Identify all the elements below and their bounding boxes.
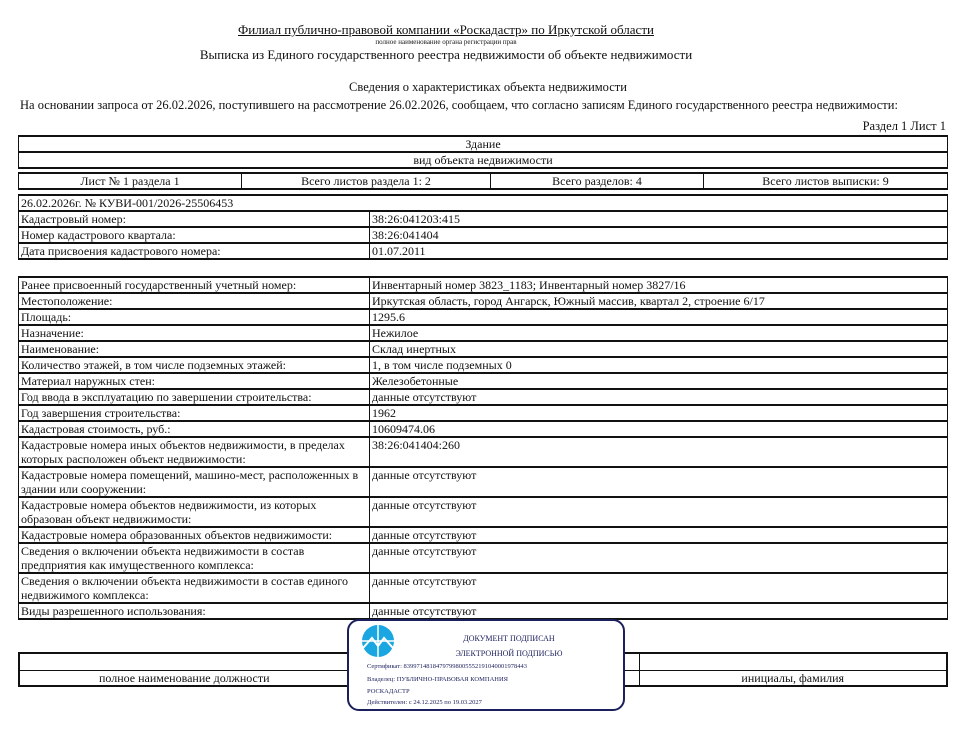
row-label: Кадастровые номера иных объектов недвижимости, в пределах которых расположен объект недвижимости: [19, 437, 370, 467]
intro-text: На основании запроса от 26.02.2026, поступившего на рассмотрение 26.02.2026, сообщаем, что согласно записям Единого государственного реестра недвижимости: [20, 98, 898, 112]
row-value: Железобетонные [370, 373, 948, 389]
sheets-table [18, 172, 948, 190]
row-value: данные отсутствуют [370, 467, 948, 497]
row-value: 38:26:041404:260 [370, 437, 948, 467]
row-value: 38:26:041404 [370, 227, 948, 243]
row-value: 10609474.06 [370, 421, 948, 437]
organization-name: Филиал публично-правовой компании «Роскадастр» по Иркутской области [238, 22, 654, 37]
table-row [19, 467, 948, 497]
stamp-validity: Действителен: с 24.12.2025 по 19.03.2027 [367, 699, 482, 706]
properties-table [18, 276, 948, 620]
table-row [19, 227, 948, 243]
name-caption: инициалы, фамилия [639, 671, 947, 687]
document-id: 26.02.2026г. № КУВИ-001/2026-25506453 [19, 195, 948, 211]
row-value: данные отсутствуют [370, 603, 948, 619]
row-label: Номер кадастрового квартала: [19, 227, 370, 243]
row-label: Назначение: [19, 325, 370, 341]
row-label: Материал наружных стен: [19, 373, 370, 389]
row-value: данные отсутствуют [370, 543, 948, 573]
table-row [19, 527, 948, 543]
row-value: 1295.6 [370, 309, 948, 325]
row-value: Инвентарный номер 3823_1183; Инвентарный номер 3827/16 [370, 277, 948, 293]
identifiers-table [18, 194, 948, 260]
row-value: данные отсутствуют [370, 573, 948, 603]
sheet-number: Лист № 1 раздела 1 [19, 173, 242, 189]
stamp-title: ДОКУМЕНТ ПОДПИСАН [463, 634, 555, 643]
table-row [19, 373, 948, 389]
table-row [19, 421, 948, 437]
section-sheets-total: Всего листов раздела 1: 2 [242, 173, 491, 189]
row-label: Кадастровые номера объектов недвижимости, из которых образован объект недвижимости: [19, 497, 370, 527]
table-row [19, 357, 948, 373]
row-value: Нежилое [370, 325, 948, 341]
row-value: данные отсутствуют [370, 497, 948, 527]
row-label: Кадастровый номер: [19, 211, 370, 227]
electronic-signature-stamp [347, 619, 625, 711]
table-row [19, 497, 948, 527]
row-label: Кадастровая стоимость, руб.: [19, 421, 370, 437]
table-row [19, 277, 948, 293]
table-row [19, 603, 948, 619]
object-type: Здание [19, 136, 948, 152]
row-label: Количество этажей, в том числе подземных этажей: [19, 357, 370, 373]
row-label: Виды разрешенного использования: [19, 603, 370, 619]
position-caption: полное наименование должности [19, 671, 349, 687]
row-label: Ранее присвоенный государственный учетный номер: [19, 277, 370, 293]
row-value: Иркутская область, город Ангарск, Южный массив, квартал 2, строение 6/17 [370, 293, 948, 309]
row-label: Местоположение: [19, 293, 370, 309]
table-row [19, 309, 948, 325]
stamp-certificate: Сертификат: 839971481847979980055521910400019784​43 [367, 663, 528, 670]
row-label: Кадастровые номера помещений, машино-мест, расположенных в здании или сооружении: [19, 467, 370, 497]
table-row [19, 573, 948, 603]
table-row [19, 293, 948, 309]
table-row [19, 543, 948, 573]
table-row [19, 341, 948, 357]
row-value: 38:26:041203:415 [370, 211, 948, 227]
object-type-table [18, 135, 948, 169]
row-value: Склад инертных [370, 341, 948, 357]
row-value: 1, в том числе подземных 0 [370, 357, 948, 373]
position-field [19, 653, 349, 671]
table-row [19, 389, 948, 405]
name-field [639, 653, 947, 671]
object-type-caption: вид объекта недвижимости [19, 152, 948, 168]
stamp-subtitle: ЭЛЕКТРОННОЙ ПОДПИСЬЮ [455, 649, 563, 658]
stamp-owner: Владелец: ПУБЛИЧНО-ПРАВОВАЯ КОМПАНИЯ [367, 676, 508, 683]
document-title: Выписка из Единого государственного реестра недвижимости об объекте недвижимости [199, 47, 693, 62]
row-label: Год ввода в эксплуатацию по завершении строительства: [19, 389, 370, 405]
table-row [19, 243, 948, 259]
sections-total: Всего разделов: 4 [491, 173, 704, 189]
table-row [19, 405, 948, 421]
row-value: данные отсутствуют [370, 389, 948, 405]
stamp-owner-name: РОСКАДАСТР [367, 688, 410, 695]
row-label: Наименование: [19, 341, 370, 357]
document-subtitle: Сведения о характеристиках объекта недвижимости [349, 80, 627, 94]
extract-sheets-total: Всего листов выписки: 9 [704, 173, 948, 189]
row-label: Год завершения строительства: [19, 405, 370, 421]
row-label: Площадь: [19, 309, 370, 325]
section-sheet: Раздел 1 Лист 1 [862, 119, 946, 133]
row-label: Сведения о включении объекта недвижимости в состав предприятия как имущественного комплекса: [19, 543, 370, 573]
row-value: 01.07.2011 [370, 243, 948, 259]
row-label: Кадастровые номера образованных объектов недвижимости: [19, 527, 370, 543]
row-label: Дата присвоения кадастрового номера: [19, 243, 370, 259]
table-row [19, 437, 948, 467]
row-label: Сведения о включении объекта недвижимости в состав единого недвижимого комплекса: [19, 573, 370, 603]
row-value: 1962 [370, 405, 948, 421]
organization-caption: полное наименование органа регистрации прав [375, 38, 517, 46]
row-value: данные отсутствуют [370, 527, 948, 543]
table-row [19, 211, 948, 227]
table-row [19, 325, 948, 341]
roskadastr-logo-icon [361, 624, 395, 658]
